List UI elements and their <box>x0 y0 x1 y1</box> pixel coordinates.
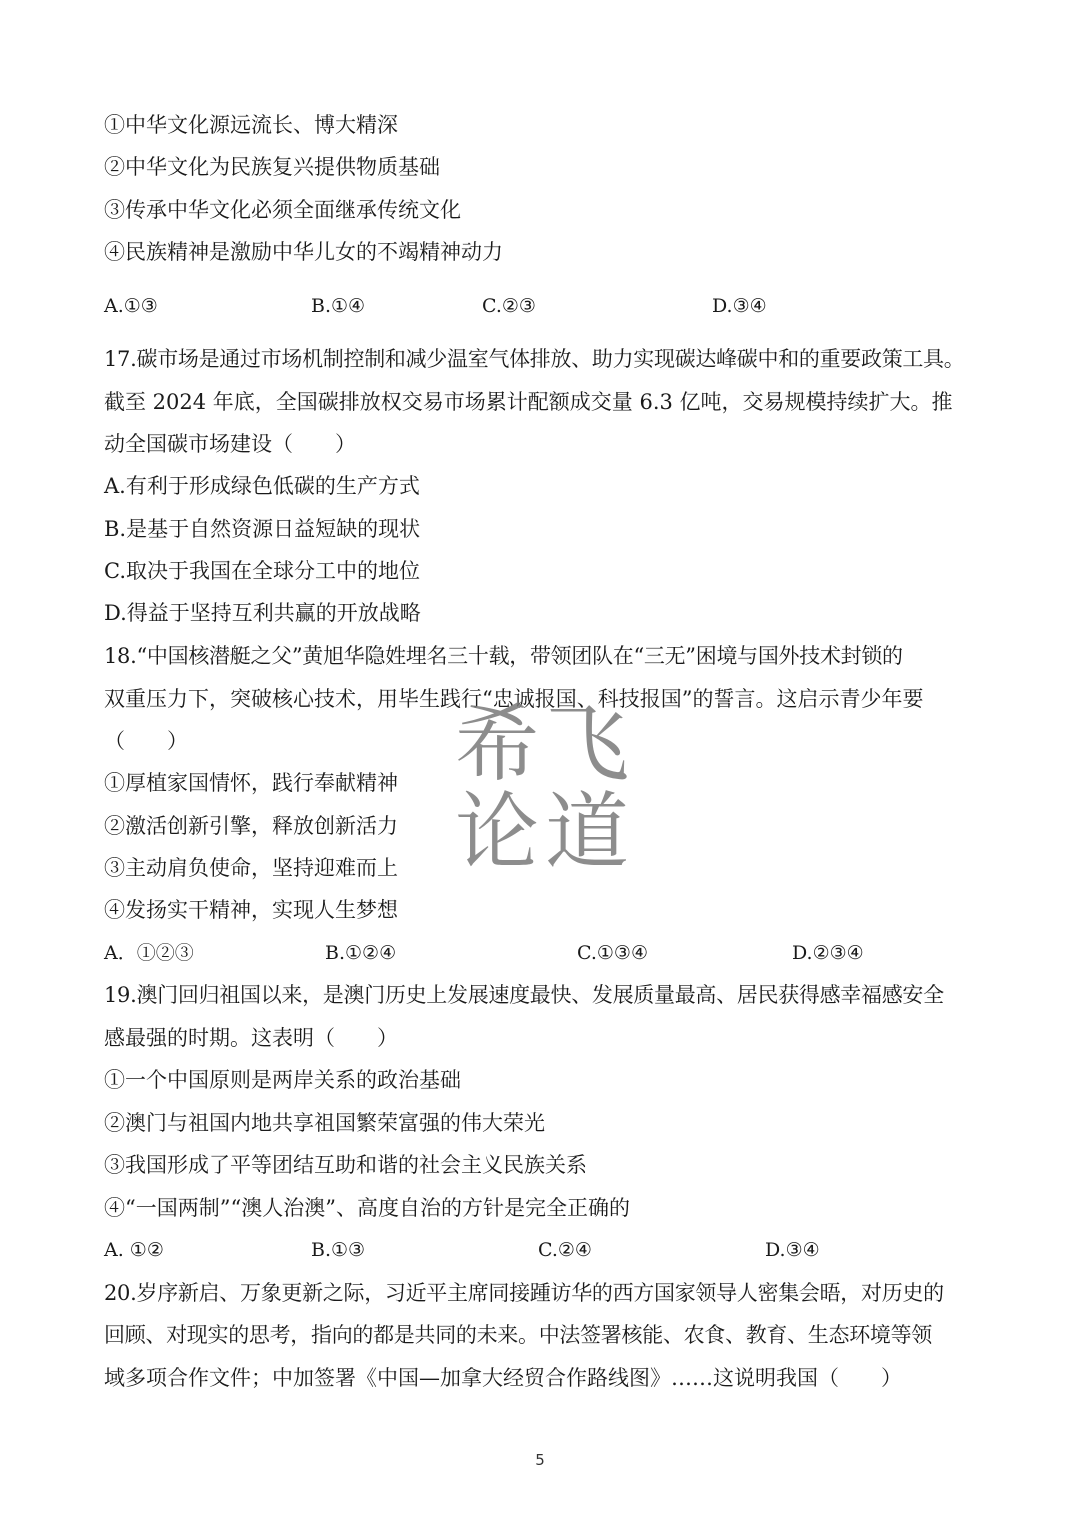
q18-option-b: B.①②④ <box>325 942 397 964</box>
q19-stem-line-2: 感最强的时期。这表明（ ） <box>104 1026 398 1050</box>
q16-statement-3: ③传承中华文化必须全面继承传统文化 <box>104 198 461 222</box>
q18-stem-line-2: 双重压力下，突破核心技术，用毕生践行“忠诚报国、科技报国”的誓言。这启示青少年要 <box>104 687 924 711</box>
q19-option-b: B.①③ <box>311 1239 366 1261</box>
q19-statement-4: ④“一国两制”“澳人治澳”、高度自治的方针是完全正确的 <box>104 1196 630 1220</box>
q19-option-c: C.②④ <box>538 1239 592 1261</box>
q16-statement-1: ①中华文化源远流长、博大精深 <box>104 113 398 137</box>
q19-stem-line-1: 19.澳门回归祖国以来，是澳门历史上发展速度最快、发展质量最高、居民获得感幸福感安全 <box>104 983 944 1007</box>
q17-stem-line-3: 动全国碳市场建设（ ） <box>104 432 356 456</box>
watermark <box>455 695 636 881</box>
q19-statement-1: ①一个中国原则是两岸关系的政治基础 <box>104 1068 461 1092</box>
q17-stem-line-1: 17.碳市场是通过市场机制控制和减少温室气体排放、助力实现碳达峰碳中和的重要政策工具。 <box>104 347 965 371</box>
q17-choice-c: C.取决于我国在全球分工中的地位 <box>104 559 420 583</box>
q20-stem-line-2: 回顾、对现实的思考，指向的都是共同的未来。中法签署核能、农食、教育、生态环境等领 <box>104 1323 932 1347</box>
q18-option-c: C.①③④ <box>577 942 648 964</box>
q17-choice-a: A.有利于形成绿色低碳的生产方式 <box>104 474 420 498</box>
q19-option-d: D.③④ <box>765 1239 820 1261</box>
q18-stem-line-1: 18.“中国核潜艇之父”黄旭华隐姓埋名三十载，带领团队在“三无”困境与国外技术封锁的 <box>104 644 903 668</box>
q19-statement-2: ②澳门与祖国内地共享祖国繁荣富强的伟大荣光 <box>104 1111 545 1135</box>
q18-stem-line-3: （ ） <box>104 729 188 753</box>
watermark-line-2: 论道 <box>455 783 636 881</box>
q16-option-b: B.①④ <box>311 295 366 317</box>
q20-stem-line-1: 20.岁序新启、万象更新之际，习近平主席同接踵访华的西方国家领导人密集会晤，对历史的 <box>104 1281 944 1305</box>
q16-option-d: D.③④ <box>712 295 767 317</box>
q17-stem-line-2: 截至 2024 年底，全国碳排放权交易市场累计配额成交量 6.3 亿吨，交易规模持续扩大。推 <box>104 390 953 414</box>
q20-stem-line-3: 域多项合作文件；中加签署《中国—加拿大经贸合作路线图》……这说明我国（ ） <box>104 1366 902 1390</box>
q19-option-a: A. ①② <box>104 1239 164 1261</box>
q19-statement-3: ③我国形成了平等团结互助和谐的社会主义民族关系 <box>104 1153 587 1177</box>
q16-option-c: C.②③ <box>482 295 536 317</box>
q16-statement-2: ②中华文化为民族复兴提供物质基础 <box>104 155 440 179</box>
q16-statement-4: ④民族精神是激励中华儿女的不竭精神动力 <box>104 240 503 264</box>
q18-option-d: D.②③④ <box>792 942 864 964</box>
watermark-line-1: 希飞 <box>455 695 636 793</box>
q18-statement-3: ③主动肩负使命，坚持迎难而上 <box>104 856 398 880</box>
q17-choice-b: B.是基于自然资源日益短缺的现状 <box>104 517 421 541</box>
q18-statement-4: ④发扬实干精神，实现人生梦想 <box>104 898 398 922</box>
q18-statement-2: ②激活创新引擎，释放创新活力 <box>104 814 398 838</box>
q18-statement-1: ①厚植家国情怀，践行奉献精神 <box>104 771 398 795</box>
q18-option-a: A．①②③ <box>104 942 194 964</box>
q17-choice-d: D.得益于坚持互利共赢的开放战略 <box>104 601 421 625</box>
q16-option-a: A.①③ <box>104 295 158 317</box>
page-number: 5 <box>535 1451 545 1469</box>
